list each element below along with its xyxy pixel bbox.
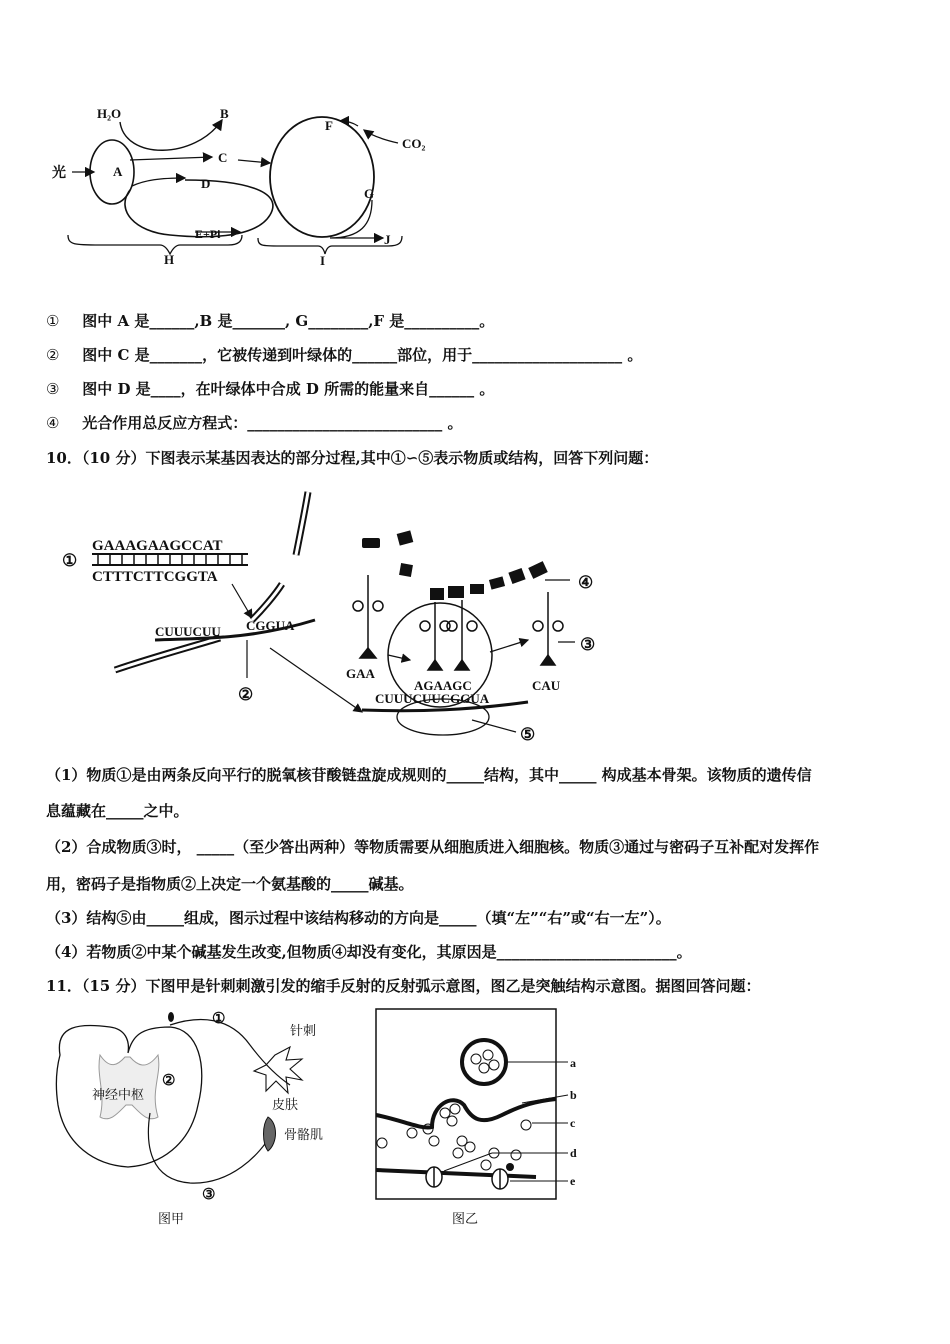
- needle-burst: [254, 1047, 302, 1093]
- label-d: D: [201, 176, 211, 191]
- gray-matter: [99, 1055, 159, 1119]
- mark-2: ②: [238, 685, 254, 704]
- dna-strand-lower-inner: [115, 638, 220, 670]
- label-h: H: [164, 252, 175, 267]
- fig-b-b: b: [570, 1088, 577, 1102]
- dna-seq-top: GAAAGAAGCCAT: [92, 538, 223, 554]
- q10-line-3: （2）合成物质③时， _____（至少答出两种）等物质需要从细胞质进入细胞核。物质③通过与密码子互补配对发挥作: [46, 838, 820, 856]
- trna-entry-arrow: [388, 655, 410, 660]
- fig-b-d: d: [570, 1146, 577, 1160]
- reflex-arc-diagram: [40, 1005, 370, 1235]
- fig-a-center: 神经中枢: [92, 1088, 145, 1103]
- h2o-b-curve: [120, 120, 222, 150]
- c-arrow: [130, 157, 212, 160]
- mark-5: ⑤: [520, 725, 536, 744]
- trna-left: [353, 575, 383, 658]
- label-g: G: [364, 186, 375, 201]
- postsynaptic-membrane: [376, 1170, 536, 1177]
- fig-b-e: e: [570, 1174, 576, 1188]
- fig-a-m1: ①: [212, 1011, 226, 1027]
- dna-seq-bottom: CTTTCTTCGGTA: [92, 569, 218, 585]
- amino-acid-chain: [362, 530, 548, 600]
- mark-4: ④: [578, 573, 594, 592]
- q9-item-1: [46, 311, 494, 331]
- c-to-cycle-arrow: [238, 160, 270, 163]
- fig-a-needle: 针刺: [290, 1024, 317, 1039]
- q10-line-6: （4）若物质②中某个碱基发生改变,但物质④却没有变化，其原因是________________________。: [46, 943, 692, 961]
- fig-b-c: c: [570, 1116, 576, 1130]
- mrna-right-seq: CUUUCUUCGGUA: [375, 691, 490, 706]
- q9-item-4-text: 光合作用总反应方程式：__________________________ 。: [82, 414, 463, 432]
- label-light: 光: [52, 166, 66, 181]
- dna-strand-mid-inner: [252, 584, 282, 620]
- q10-line-2: 息蕴藏在_____之中。: [46, 802, 189, 820]
- presynaptic-membrane: [376, 1099, 556, 1128]
- fig-a-m3: ③: [202, 1187, 216, 1203]
- sensory-neuron: [170, 1020, 290, 1085]
- fig-b-caption: 图乙: [452, 1212, 479, 1227]
- q10-line-1: （1）物质①是由两条反向平行的脱氧核苷酸链盘旋成规则的_____结构，其中_____ 构成基本骨架。该物质的遗传信: [46, 766, 812, 784]
- mrna-left-seq: CUUUCUU: [155, 624, 221, 639]
- q9-item-2: [46, 345, 642, 365]
- motor-neuron: [148, 1113, 272, 1183]
- label-a: A: [113, 164, 123, 179]
- q9-item-4-num: ④: [46, 414, 60, 432]
- mark-5-pointer: [472, 720, 516, 732]
- mark-1: ①: [62, 551, 78, 570]
- q10-header: 10．（10 分）下图表示某基因表达的部分过程,其中①∽⑤表示物质或结构，回答下列问题：: [46, 449, 659, 467]
- mrna-left-tail: CGGUA: [246, 618, 295, 633]
- co2-arrow: [364, 130, 398, 143]
- pointer-d: [444, 1153, 492, 1171]
- label-co2: CO₂: [402, 136, 426, 151]
- anticodon-2: AGAAGC: [414, 678, 472, 693]
- label-i: I: [320, 253, 326, 268]
- fig-a-muscle: 骨骼肌: [284, 1128, 324, 1143]
- label-h2o: H₂O: [97, 106, 122, 121]
- synapse-diagram: [372, 1005, 602, 1235]
- anticodon-3: CAU: [532, 678, 561, 693]
- vesicle-a: [462, 1040, 506, 1084]
- trna-middle-2: [447, 600, 477, 670]
- q9-item-4: [46, 413, 462, 433]
- gene-expression-diagram: [0, 480, 950, 760]
- q9-item-1-num: ①: [46, 312, 60, 330]
- q11-header: 11．（15 分）下图甲是针刺刺激引发的缩手反射的反射弧示意图，图乙是突触结构示意图。据图回答问题：: [46, 977, 761, 995]
- fig-a-caption: 图甲: [158, 1212, 185, 1227]
- fig-b-a: a: [570, 1056, 576, 1070]
- trna-right: [533, 592, 563, 665]
- q9-item-3-text: 图中 D 是____，在叶绿体中合成 D 所需的能量来自______ 。: [82, 380, 495, 398]
- dna-to-mrna-arrow: [232, 584, 252, 618]
- muscle-shape: [264, 1117, 276, 1151]
- j-arrow: [330, 200, 383, 238]
- bound-transmitter: [506, 1163, 514, 1171]
- q9-item-3: [46, 379, 494, 399]
- anticodon-1: GAA: [346, 666, 375, 681]
- q9-item-1-text: 图中 A 是______,B 是_______, G________,F 是__________。: [82, 312, 495, 330]
- d-arrow: [132, 178, 185, 186]
- label-b: B: [220, 106, 229, 121]
- dna-rungs: [98, 554, 242, 564]
- calvin-cycle: [270, 117, 374, 237]
- trna-exit-arrow: [490, 640, 528, 652]
- mark-3: ③: [580, 635, 596, 654]
- label-ep: E+Pi: [195, 227, 221, 241]
- q9-item-2-text: 图中 C 是_______，它被传递到叶绿体的______部位，用于____________________ 。: [82, 346, 643, 364]
- ganglion: [168, 1012, 174, 1022]
- q9-item-2-num: ②: [46, 346, 60, 364]
- i-brace: [258, 236, 402, 254]
- q10-line-5: （3）结构⑤由_____组成，图示过程中该结构移动的方向是_____（填“左”“右”或“右一左”）。: [46, 909, 671, 927]
- q9-item-3-num: ③: [46, 380, 60, 398]
- label-c: C: [218, 150, 228, 165]
- dna-strand-upper-inner: [296, 492, 308, 555]
- photosynthesis-diagram: [0, 0, 950, 280]
- fig-a-skin: 皮肤: [272, 1098, 299, 1113]
- label-f: F: [325, 118, 333, 133]
- vesicle-a-content: [471, 1050, 499, 1073]
- fig-a-m2: ②: [162, 1073, 176, 1089]
- label-j: J: [384, 232, 391, 247]
- q10-line-4: 用，密码子是指物质②上决定一个氨基酸的_____碱基。: [46, 875, 414, 893]
- trna-middle-1: [420, 602, 450, 670]
